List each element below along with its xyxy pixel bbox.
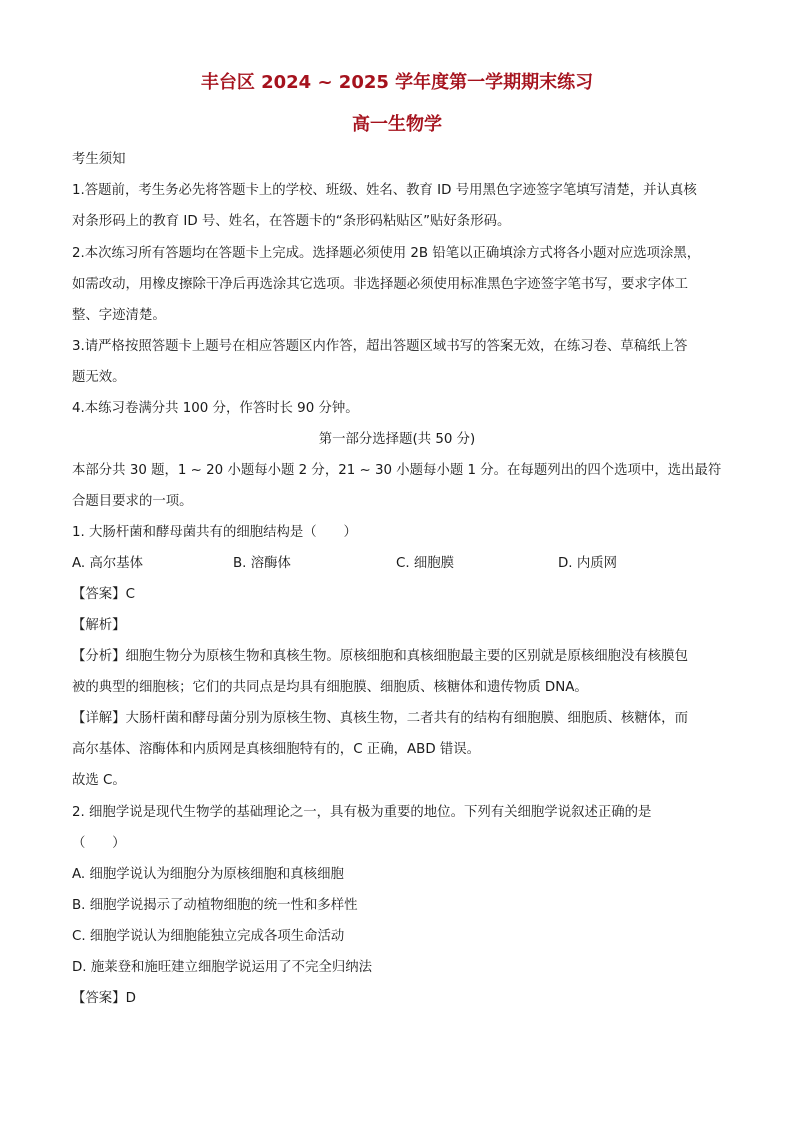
- answer-value: C: [125, 587, 135, 602]
- question-1-conclusion: 故选 C。: [72, 773, 126, 788]
- question-1-answer: [72, 585, 722, 605]
- question-2-option-c: C. 细胞学说认为细胞能独立完成各项生命活动: [72, 929, 345, 944]
- question-1-option-a: A. 高尔基体: [72, 556, 143, 571]
- notice-line: 题无效。: [72, 370, 126, 385]
- question-2-answer: [72, 989, 722, 1009]
- answer-value: D: [125, 991, 136, 1006]
- question-1-option-b: B. 溶酶体: [233, 556, 291, 571]
- question-1-stem: 1. 大肠杆菌和酵母菌共有的细胞结构是（ ）: [72, 525, 357, 540]
- question-2-option-b: B. 细胞学说揭示了动植物细胞的统一性和多样性: [72, 898, 358, 913]
- question-1-xiangjie: 【详解】大肠杆菌和酵母菌分别为原核生物、真核生物，二者共有的结构有细胞膜、细胞质、核糖体，而: [72, 711, 688, 726]
- question-2-option-a: A. 细胞学说认为细胞分为原核细胞和真核细胞: [72, 867, 344, 882]
- exam-title: 丰台区 2024 ~ 2025 学年度第一学期期末练习: [200, 72, 594, 93]
- notice-line: 4.本练习卷满分共 100 分，作答时长 90 分钟。: [72, 401, 359, 416]
- notice-line: 3.请严格按照答题卡上题号在相应答题区内作答，超出答题区域书写的答案无效，在练习卷、草稿纸上答: [72, 339, 688, 354]
- question-2-stem: （ ）: [72, 836, 126, 851]
- question-1-fenxi: 被的典型的细胞核；它们的共同点是均具有细胞膜、细胞质、核糖体和遗传物质 DNA。: [72, 680, 588, 695]
- notice-line: 如需改动，用橡皮擦除干净后再选涂其它选项。非选择题必须使用标准黑色字迹签字笔书写，要求字体工: [72, 277, 688, 292]
- answer-tag: 【答案】: [72, 991, 126, 1006]
- notice-line: 整、字迹清楚。: [72, 308, 166, 323]
- notice-line: 2.本次练习所有答题均在答题卡上完成。选择题必须使用 2B 铅笔以正确填涂方式将各小题对应选项涂黑，: [72, 246, 701, 261]
- notice-line: 1.答题前，考生务必先将答题卡上的学校、班级、姓名、教育 ID 号用黑色字迹签字笔填写清楚，并认真核: [72, 183, 697, 198]
- question-2-stem: 2. 细胞学说是现代生物学的基础理论之一，具有极为重要的地位。下列有关细胞学说叙述正确的是: [72, 805, 652, 820]
- section-intro: 合题目要求的一项。: [72, 494, 193, 509]
- section-intro: 本部分共 30 题，1 ~ 20 小题每小题 2 分，21 ~ 30 小题每小题 1 分。在每题列出的四个选项中，选出最符: [72, 463, 722, 478]
- question-1-analysis-tag: 【解析】: [72, 618, 126, 633]
- exam-subtitle: 高一生物学: [352, 114, 442, 135]
- question-1-fenxi: 【分析】细胞生物分为原核生物和真核生物。原核细胞和真核细胞最主要的区别就是原核细胞没有核膜包: [72, 649, 688, 664]
- answer-tag: 【答案】: [72, 587, 126, 602]
- question-2-option-d: D. 施莱登和施旺建立细胞学说运用了不完全归纳法: [72, 960, 373, 975]
- question-1-option-d: D. 内质网: [558, 556, 617, 571]
- notice-line: 对条形码上的教育 ID 号、姓名，在答题卡的“条形码粘贴区”贴好条形码。: [72, 214, 511, 229]
- question-1-xiangjie: 高尔基体、溶酶体和内质网是真核细胞特有的，C 正确，ABD 错误。: [72, 742, 481, 757]
- notice-heading: 考生须知: [72, 152, 126, 167]
- question-1-option-c: C. 细胞膜: [396, 556, 455, 571]
- section-heading: 第一部分选择题(共 50 分): [318, 432, 476, 447]
